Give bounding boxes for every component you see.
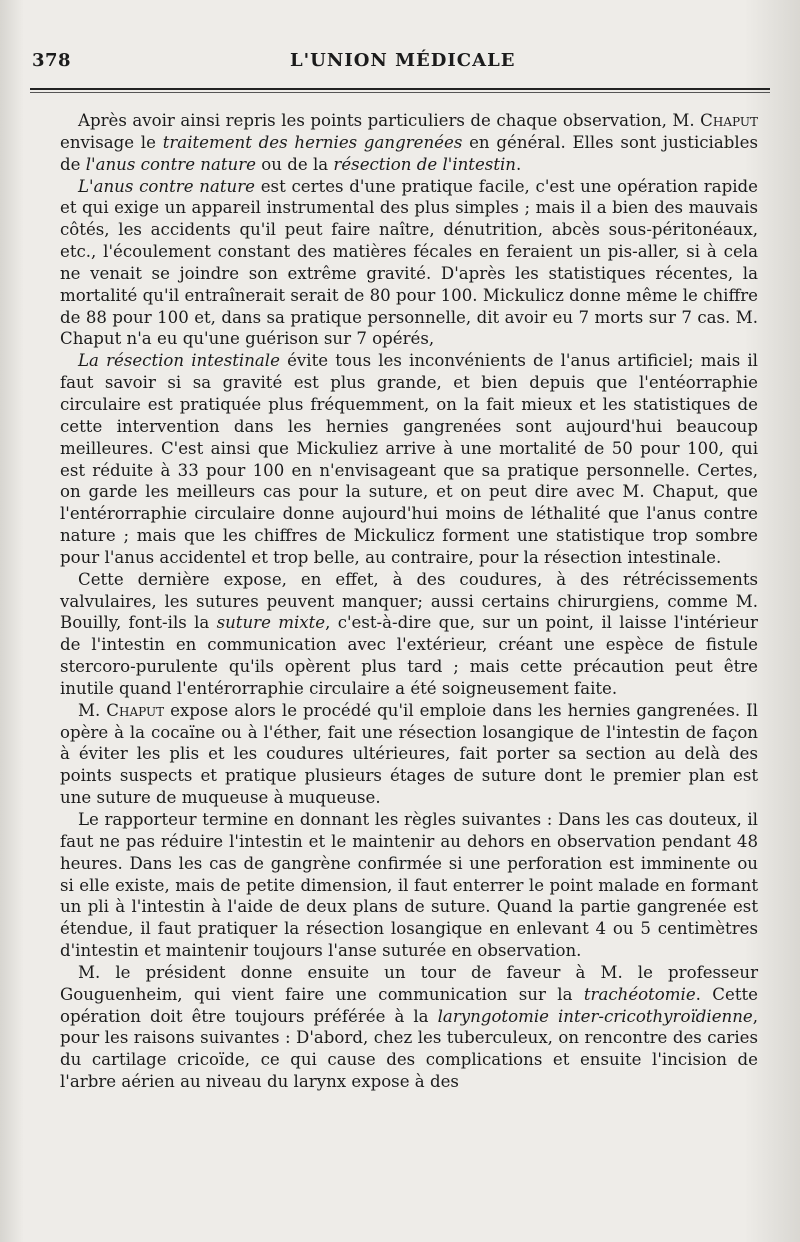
paragraph-4	[60, 569, 758, 700]
author-name: M. Chaput	[672, 111, 758, 130]
paragraph-7	[60, 962, 758, 1093]
text-run: évite tous les inconvénients de l'anus artificiel; mais il faut savoir si sa gravité est plus grande, et bien depuis que l'entéorraphie circulaire est pratiquée plus fréquemment, on la fait mieux et les statistiques de cette intervention dans les hernies gangrenées sont aujourd'hui beaucoup meilleures. C'est ainsi que Mickuliez arrive à une mortalité de 50 pour 100, qui est réduite à 33 pour 100 en n'envisageant que sa pratique personnelle. Certes, on garde les meilleurs cas pour la suture, et on peut dire avec M. Chaput, que l'entérorraphie circulaire donne aujourd'hui moins de léthalité que l'anus contre nature ; mais que les chiffres de Mickulicz forment une statistique trop sombre pour l'anus accidentel et trop belle, au contraire, pour la résection intestinale.	[60, 351, 758, 567]
italic-term: suture mixte	[216, 613, 326, 633]
italic-term: l'anus contre nature	[85, 154, 256, 174]
paragraph-2	[60, 176, 758, 351]
text-run: ou de la	[256, 154, 334, 174]
body-text	[60, 110, 758, 1093]
text-run: envisage le	[60, 132, 163, 152]
text-run: Cette dernière expose, en effet, à des coudures, à des rétrécissements valvulaires, les sutures peuvent manquer; aussi certains chirurgiens, comme M. Bouilly, font-ils la	[60, 569, 758, 633]
author-name: M. Chaput	[78, 700, 165, 720]
paragraph-5	[60, 700, 758, 809]
italic-term: L'anus contre nature	[78, 176, 255, 196]
text-run: en général. Elles sont justiciables de	[60, 132, 759, 174]
text-run: Après avoir ainsi repris les points particuliers de chaque observation,	[78, 111, 673, 130]
text-run: , c'est-à-dire que, sur un point, il laisse l'intérieur de l'intestin en communication avec l'extérieur, créant une espèce de fistule stercoro-purulente qu'ils opèrent plus tard ; mais cette précaution peut être inutile quand l'entérorraphie circulaire a été soigneusement faite.	[60, 613, 758, 698]
text-run: est certes d'une pratique facile, c'est une opération rapide et qui exige un appareil instrumental des plus simples ; mais il a bien des mauvais côtés, les accidents qu'il peut faire naître, dénutrition, abcès sous-péritonéaux, etc., l'écoulement constant des matières fécales en feraient un pis-aller, si à cela ne venait se joindre son extrême gravité. D'après les statistiques récentes, la mortalité qu'il entraînerait serait de 80 pour 100. Mickulicz donne même le chiffre de 88 pour 100 et, dans sa pratique personnelle, dit avoir eu 7 morts sur 7 cas. M. Chaput n'a eu qu'une guérison sur 7 opérés,	[60, 176, 758, 349]
page-header	[30, 44, 780, 84]
text-run: .	[515, 154, 522, 174]
text-run: M. le président donne ensuite un tour de faveur à M. le professeur Gouguenheim, qui vient faire une communication sur la	[60, 962, 758, 1004]
text-run: , pour les raisons suivantes : D'abord, chez les tuberculeux, on rencontre des caries du cartilage cricoïde, ce qui cause des complications et ensuite l'incision de l'arbre aérien au niveau du larynx expose à des	[60, 1006, 759, 1092]
paragraph-6	[60, 809, 758, 962]
italic-term: résection de l'intestin	[333, 154, 516, 174]
page-number: 378	[32, 50, 72, 71]
italic-term: laryngotomie inter-cricothyroïdienne	[437, 1006, 753, 1026]
text-run: . Cette opération doit être toujours préférée à la	[60, 984, 758, 1026]
italic-term: La résection intestinale	[78, 351, 280, 371]
running-title: L'UNION MÉDICALE	[290, 50, 516, 71]
italic-term: trachéotomie	[583, 984, 696, 1004]
paragraph-3	[60, 350, 758, 568]
text-run: Le rapporteur termine en donnant les règles suivantes : Dans les cas douteux, il faut ne pas réduire l'intestin et le maintenir au dehors en observation pendant 48 heures. Dans les cas de gangrène confirmée si une perforation est imminente ou si elle existe, mais de petite dimension, il faut enterrer le point malade en formant un pli à l'intestin à l'aide de deux plans de suture. Quand la partie gangrenée est étendue, il faut pratiquer la résection losangique en enlevant 4 ou 5 centimètres d'intestin et maintenir toujours l'anse suturée en observation.	[60, 810, 758, 961]
header-rule-thin	[30, 92, 770, 93]
header-rule	[30, 88, 770, 90]
paragraph-1	[60, 110, 758, 176]
italic-term: traitement des hernies gangrenées	[162, 132, 463, 152]
text-run: expose alors le procédé qu'il emploie dans les hernies gangrenées. Il opère à la cocaïne ou à l'éther, fait une résection losangique de l'intestin de façon à éviter les plis et les coudures ultérieures, fait porter sa section au delà des points suspects et pratique plusieurs étages de suture dont le premier plan est une suture de muqueuse à muqueuse.	[60, 700, 758, 808]
